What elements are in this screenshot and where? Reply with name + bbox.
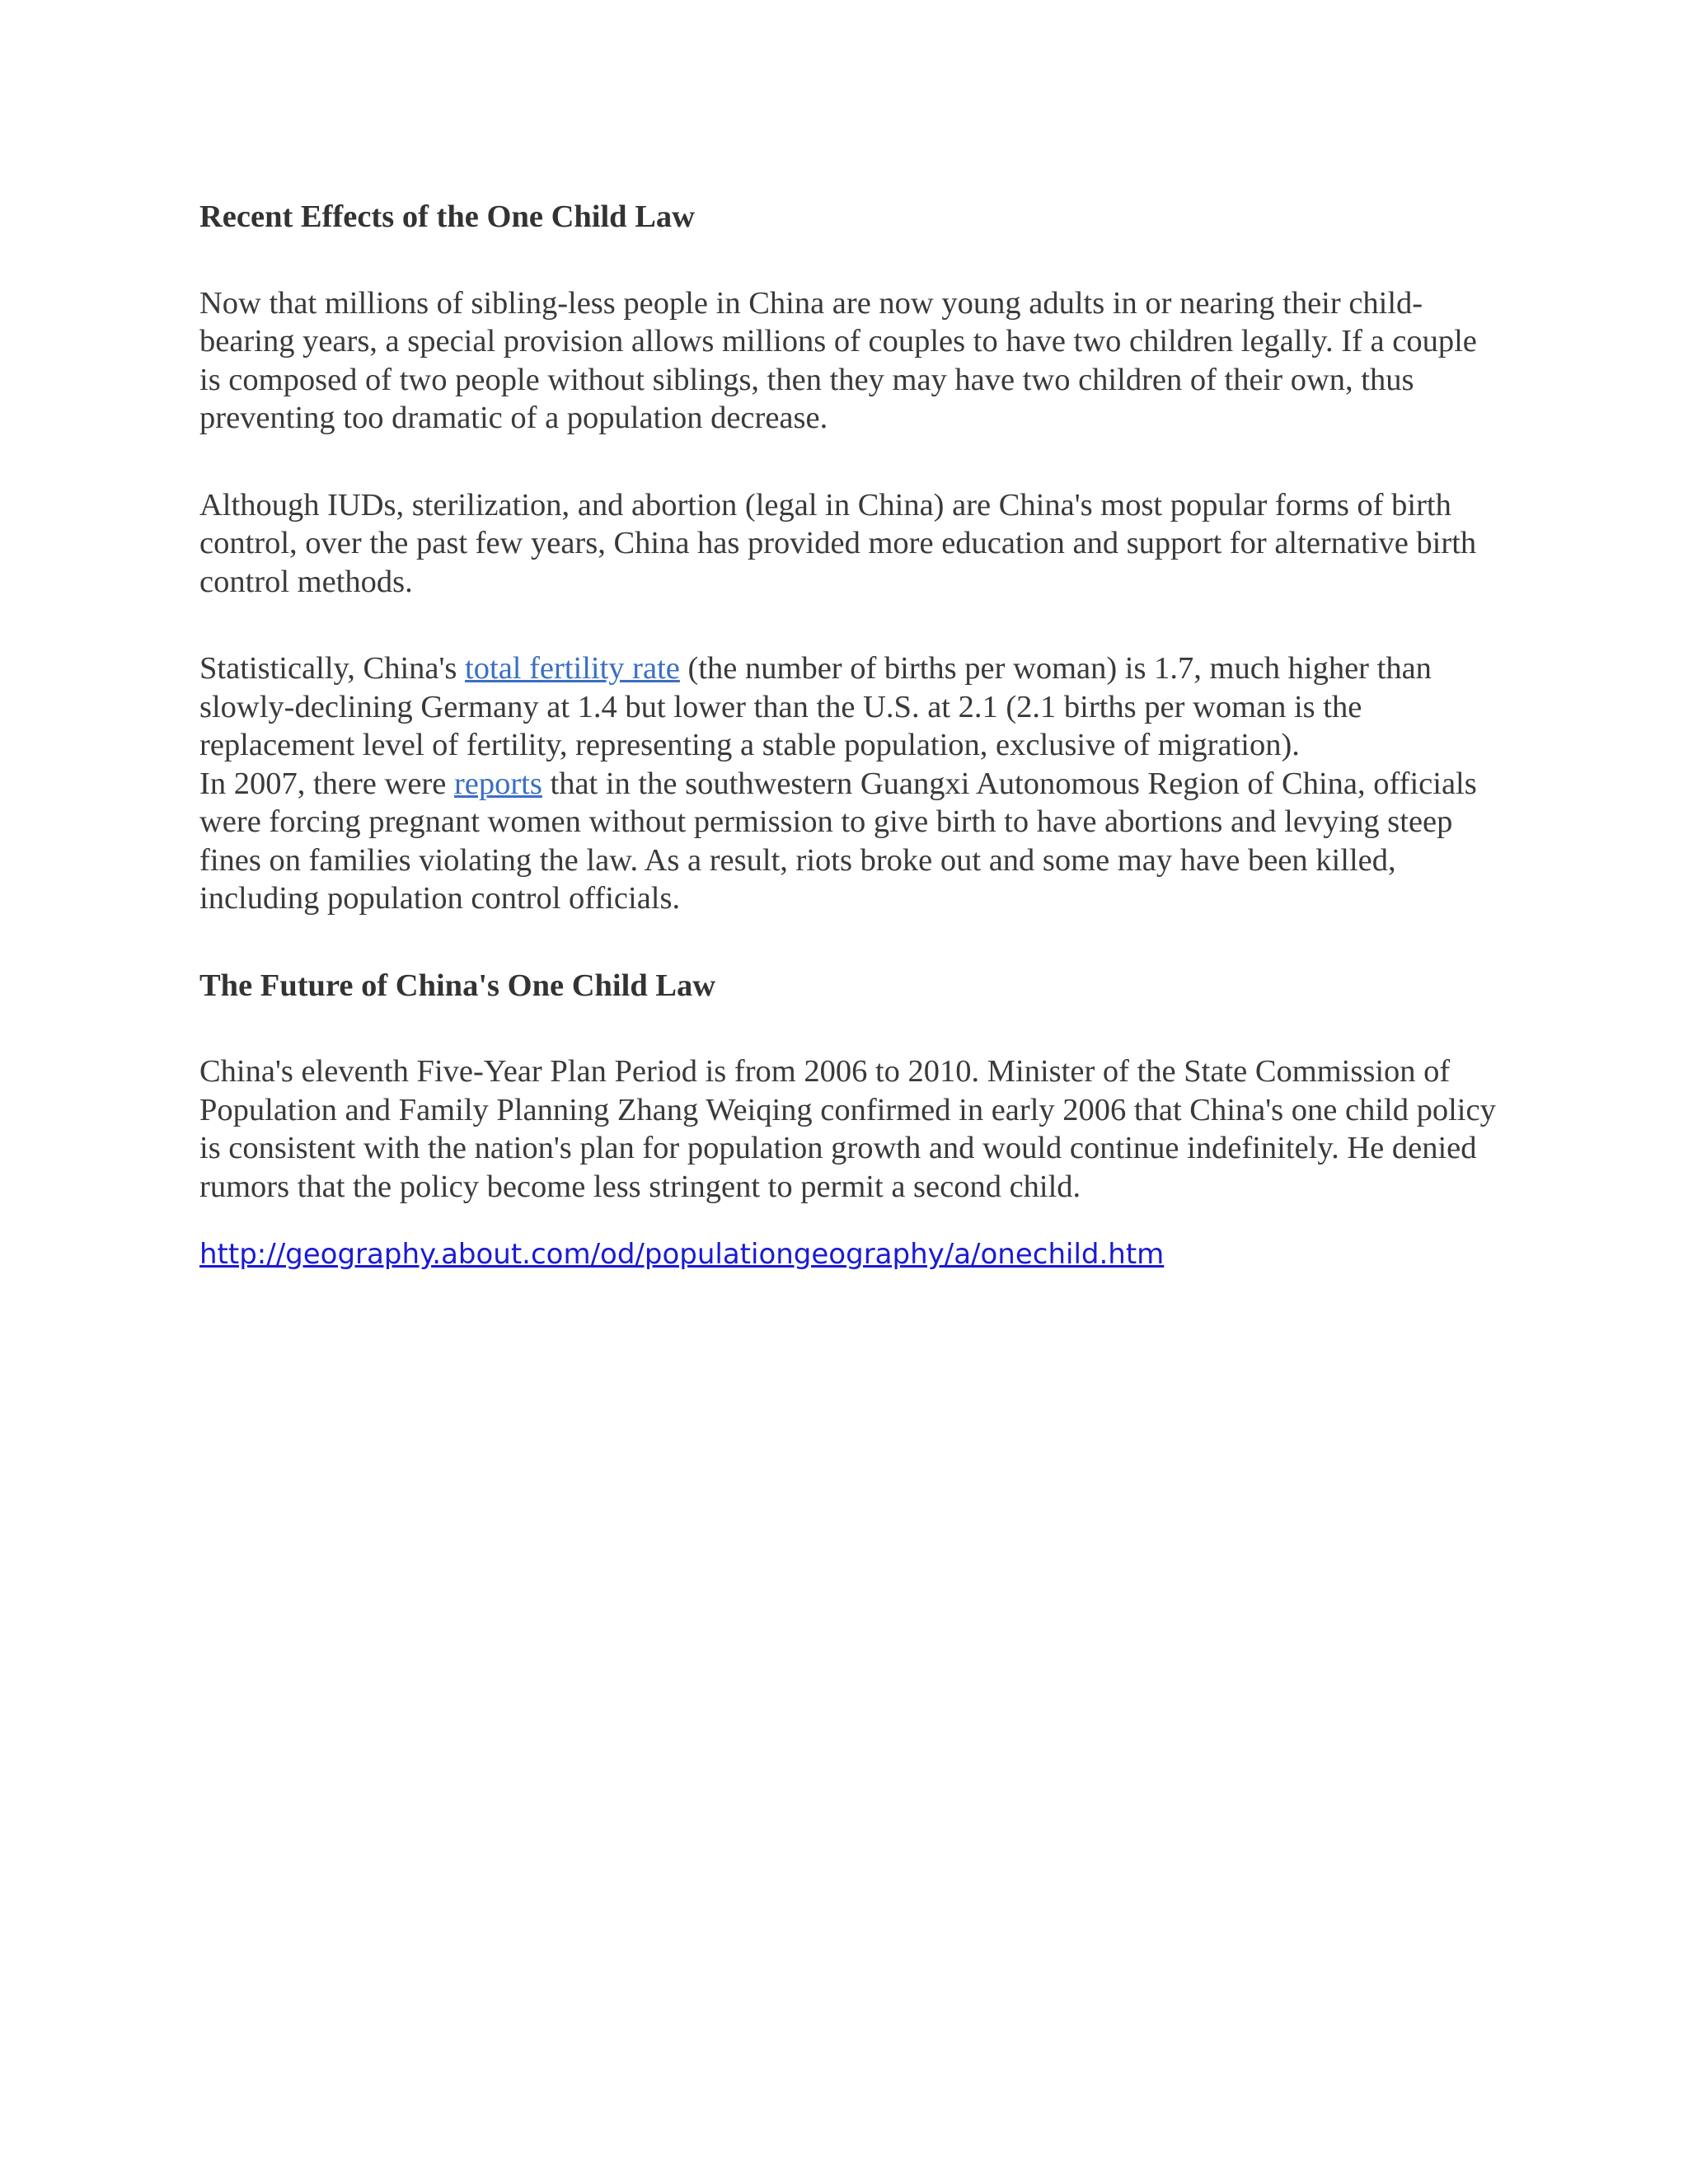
source-url-line xyxy=(199,1235,1502,1273)
reports-link[interactable]: reports xyxy=(453,766,542,801)
fertility-text-before: Statistically, China's xyxy=(199,651,466,686)
document-page xyxy=(199,198,1502,1273)
paragraph-fertility-rate xyxy=(199,649,1502,765)
total-fertility-rate-link[interactable]: total fertility rate xyxy=(465,651,680,686)
reports-text-before: In 2007, there were xyxy=(199,766,454,801)
fertility-text-after: (the number of births per woman) is 1.7, much higher than slowly-declining Germany at 1.4 but lower than the U.S. at 2.1 (2.1 births per woman is the replacement level of fertility, representing a stable population, exclusive of migration). xyxy=(199,651,1432,762)
section-heading-future: The Future of China's One Child Law xyxy=(199,968,716,1003)
paragraph-guangxi-reports xyxy=(199,765,1502,918)
source-url-link[interactable]: http://geography.about.com/od/populationgeography/a/onechild.htm xyxy=(199,1238,1165,1271)
paragraph-sibling-provision: Now that millions of sibling-less people in China are now young adults in or nearing their child-bearing years, a special provision allows millions of couples to have two children legally. If a couple is composed of two people without siblings, then they may have two children of their own, thus preventing too dramatic of a population decrease. xyxy=(199,285,1477,435)
reports-text-after: that in the southwestern Guangxi Autonomous Region of China, officials were forcing pregnant women without permission to give birth to have abortions and levying steep fines on families violating the law. As a result, riots broke out and some may have been killed, including population control officials. xyxy=(199,766,1477,916)
paragraph-five-year-plan: China's eleventh Five-Year Plan Period is from 2006 to 2010. Minister of the State Commission of Population and Family Planning Zhang Weiqing confirmed in early 2006 that China's one child policy is consistent with the nation's plan for population growth and would continue indefinitely. He denied rumors that the policy become less stringent to permit a second child. xyxy=(199,1054,1496,1204)
paragraph-birth-control: Although IUDs, sterilization, and abortion (legal in China) are China's most popular forms of birth control, over the past few years, China has provided more education and support for alternative birth control methods. xyxy=(199,487,1477,599)
section-heading-recent-effects: Recent Effects of the One Child Law xyxy=(199,199,695,234)
